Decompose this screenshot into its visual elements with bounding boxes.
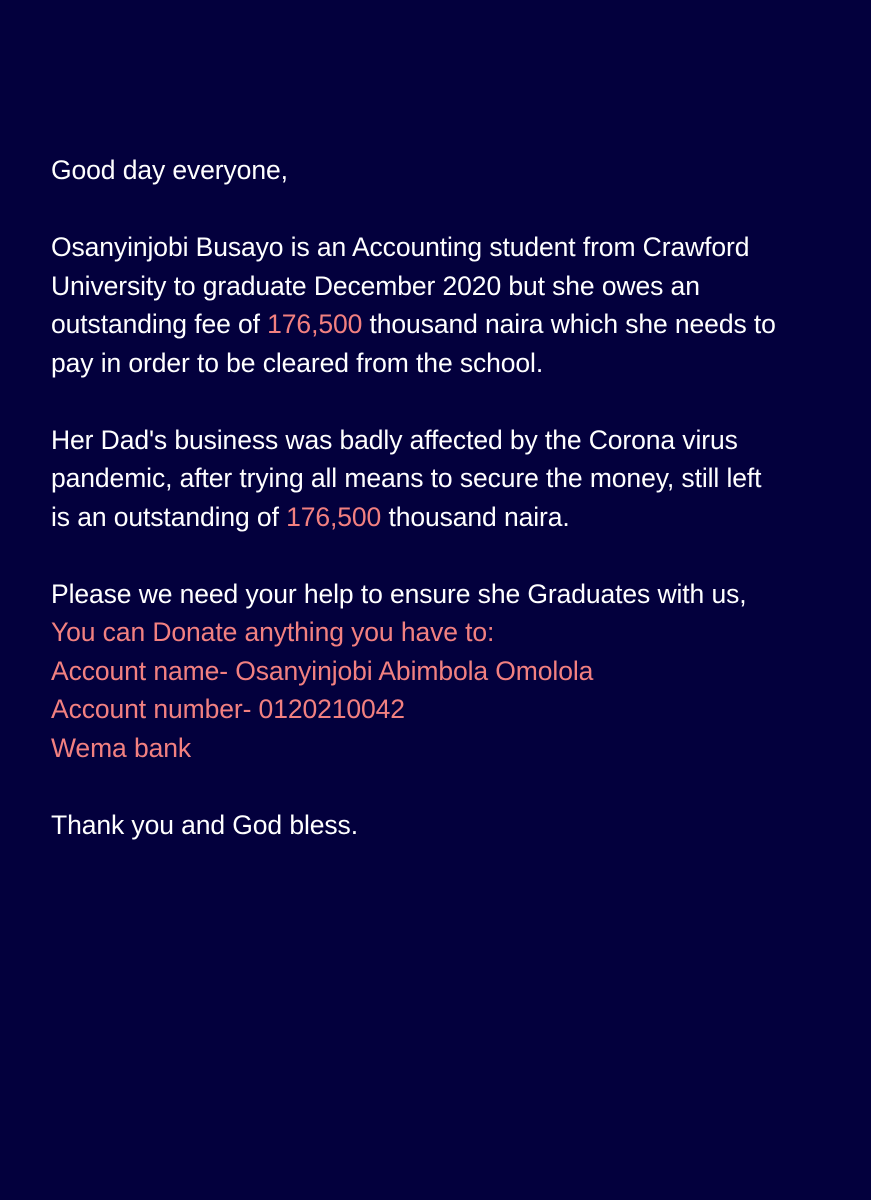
closing-paragraph	[51, 806, 841, 845]
student-info-line-1: Osanyinjobi Busayo is an Accounting student from Crawford	[51, 232, 750, 262]
account-name: Account name- Osanyinjobi Abimbola Omolola	[51, 655, 594, 686]
greeting: Good day everyone,	[51, 155, 288, 185]
student-info-paragraph	[51, 228, 841, 382]
donate-prompt: You can Donate anything you have to:	[51, 617, 495, 647]
outstanding-text-pre: is an outstanding of	[51, 501, 287, 532]
situation-paragraph	[51, 421, 841, 537]
situation-line-1: Her Dad's business was badly affected by the Corona virus	[51, 424, 738, 455]
student-info-line-2: University to graduate December 2020 but she owes an	[51, 270, 700, 301]
greeting-paragraph	[51, 151, 841, 190]
account-number: Account number- 0120210042	[51, 694, 405, 724]
outstanding-text-post: thousand naira.	[381, 501, 570, 532]
student-info-line-3	[51, 305, 841, 344]
outstanding-fee-amount: 176,500	[267, 309, 363, 339]
student-info-line-4: pay in order to be cleared from the school.	[51, 347, 544, 378]
situation-line-3	[51, 498, 841, 537]
fee-text-pre: outstanding fee of	[51, 309, 268, 339]
appeal-letter	[51, 151, 841, 844]
situation-line-2: pandemic, after trying all means to secure the money, still left	[51, 463, 762, 493]
closing: Thank you and God bless.	[51, 809, 358, 840]
fee-text-post: thousand naira which she needs to	[362, 309, 776, 339]
donation-paragraph	[51, 575, 841, 768]
bank-name: Wema bank	[51, 732, 192, 763]
outstanding-balance-amount: 176,500	[286, 501, 382, 532]
help-request: Please we need your help to ensure she Graduates with us,	[51, 578, 747, 609]
